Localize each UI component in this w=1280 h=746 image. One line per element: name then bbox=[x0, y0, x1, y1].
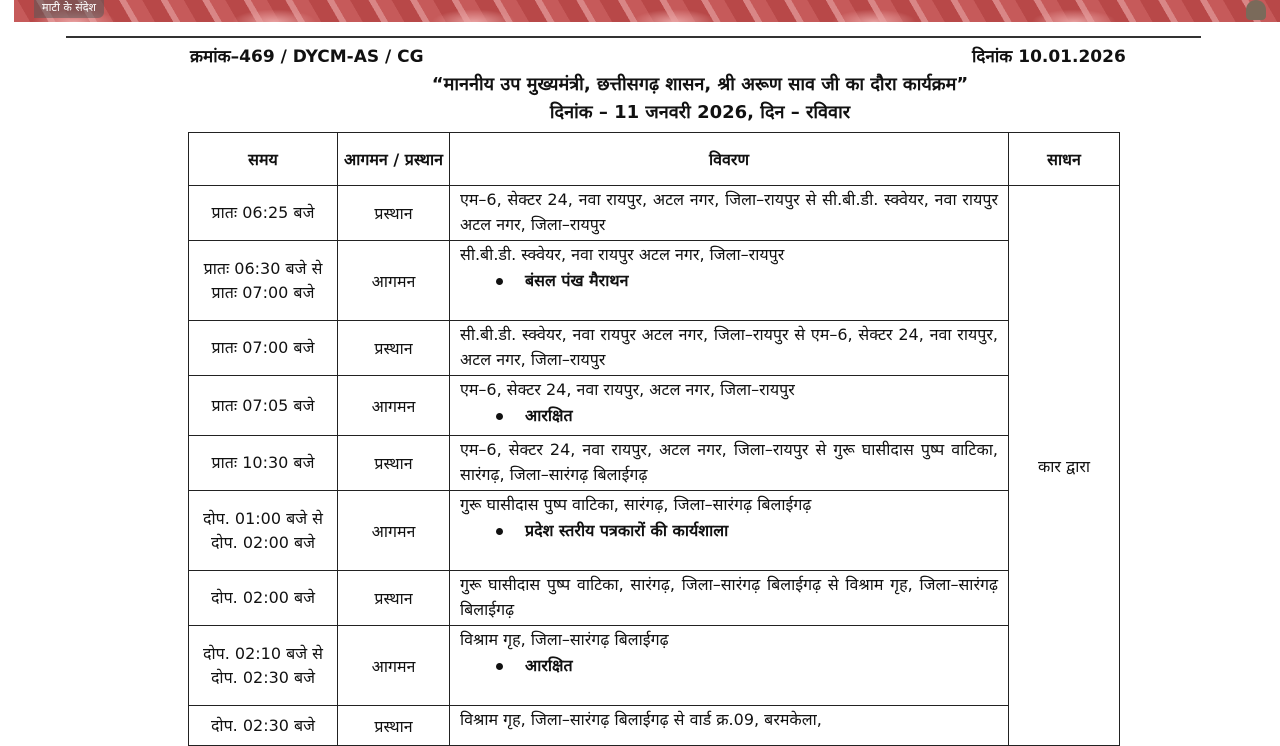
row-time: दोप. 01:00 बजे से दोप. 02:00 बजे bbox=[189, 491, 338, 571]
bullet-icon bbox=[496, 413, 503, 420]
header-rule bbox=[66, 36, 1201, 38]
header-time: समय bbox=[189, 133, 338, 186]
row-details bbox=[450, 491, 1009, 571]
table-row bbox=[189, 571, 1120, 626]
row-time: प्रातः 07:00 बजे bbox=[189, 321, 338, 376]
document-subtitle: दिनांक – 11 जनवरी 2026, दिन – रविवार bbox=[549, 102, 851, 123]
row-time: प्रातः 06:25 बजे bbox=[189, 186, 338, 241]
row-type: प्रस्थान bbox=[338, 186, 450, 241]
banner-caption: माटी के संदेश bbox=[34, 0, 104, 18]
row-type: प्रस्थान bbox=[338, 321, 450, 376]
table-row bbox=[189, 436, 1120, 491]
row-details bbox=[450, 436, 1009, 491]
table-row bbox=[189, 321, 1120, 376]
row-details bbox=[450, 186, 1009, 241]
row-details-text: विश्राम गृह, जिला–सारंगढ़ बिलाईगढ़ bbox=[460, 630, 669, 649]
row-event-label: आरक्षित bbox=[525, 406, 573, 425]
row-time: प्रातः 10:30 बजे bbox=[189, 436, 338, 491]
row-event-label: प्रदेश स्तरीय पत्रकारों की कार्यशाला bbox=[525, 521, 729, 540]
schedule-table bbox=[188, 132, 1120, 746]
row-details bbox=[450, 241, 1009, 321]
row-details bbox=[450, 376, 1009, 436]
row-type: आगमन bbox=[338, 376, 450, 436]
row-event bbox=[460, 652, 998, 680]
row-time: दोप. 02:10 बजे से दोप. 02:30 बजे bbox=[189, 626, 338, 706]
row-details-text: गुरू घासीदास पुष्प वाटिका, सारंगढ़, जिला–सारंगढ़ बिलाईगढ़ bbox=[460, 495, 812, 514]
table-header-row bbox=[189, 133, 1120, 186]
row-details-text: एम–6, सेक्टर 24, नवा रायपुर, अटल नगर, जिला–रायपुर से गुरू घासीदास पुष्प वाटिका, सारंगढ़, जिला–सारंगढ़ बिलाईगढ़ bbox=[460, 440, 998, 484]
row-event bbox=[460, 402, 998, 430]
header-details: विवरण bbox=[450, 133, 1009, 186]
row-details-text: सी.बी.डी. स्क्वेयर, नवा रायपुर अटल नगर, जिला–रायपुर bbox=[460, 245, 785, 264]
row-details-text: गुरू घासीदास पुष्प वाटिका, सारंगढ़, जिला–सारंगढ़ बिलाईगढ़ से विश्राम गृह, जिला–सारंगढ़ बिलाईगढ़ bbox=[460, 575, 998, 619]
header-banner-image bbox=[14, 0, 1280, 22]
row-time: प्रातः 07:05 बजे bbox=[189, 376, 338, 436]
row-details-text: एम–6, सेक्टर 24, नवा रायपुर, अटल नगर, जिला–रायपुर bbox=[460, 380, 795, 399]
header-means: साधन bbox=[1009, 133, 1120, 186]
header-type: आगमन / प्रस्थान bbox=[338, 133, 450, 186]
row-type: प्रस्थान bbox=[338, 436, 450, 491]
row-details-text: विश्राम गृह, जिला–सारंगढ़ बिलाईगढ़ से वार्ड क्र.09, बरमकेला, bbox=[460, 710, 822, 729]
row-event bbox=[460, 517, 998, 545]
table-row bbox=[189, 376, 1120, 436]
row-event bbox=[460, 267, 998, 295]
row-type: आगमन bbox=[338, 626, 450, 706]
row-event-label: बंसल पंख मैराथन bbox=[525, 271, 629, 290]
row-details-text: एम–6, सेक्टर 24, नवा रायपुर, अटल नगर, जिला–रायपुर से सी.बी.डी. स्क्वेयर, नवा रायपुर अटल नगर, जिला–रायपुर bbox=[460, 190, 998, 234]
row-details bbox=[450, 626, 1009, 706]
means-cell: कार द्वारा bbox=[1009, 186, 1120, 746]
document-title: “माननीय उप मुख्यमंत्री, छत्तीसगढ़ शासन, श्री अरूण साव जी का दौरा कार्यक्रम” bbox=[431, 74, 969, 95]
row-type: आगमन bbox=[338, 241, 450, 321]
bullet-icon bbox=[496, 278, 503, 285]
row-time: प्रातः 06:30 बजे से प्रातः 07:00 बजे bbox=[189, 241, 338, 321]
table-row bbox=[189, 706, 1120, 746]
bullet-icon bbox=[496, 663, 503, 670]
bullet-icon bbox=[496, 528, 503, 535]
row-details bbox=[450, 571, 1009, 626]
table-row bbox=[189, 186, 1120, 241]
row-details bbox=[450, 321, 1009, 376]
row-time: दोप. 02:30 बजे bbox=[189, 706, 338, 746]
table-row bbox=[189, 626, 1120, 706]
row-details bbox=[450, 706, 1009, 746]
reference-number: क्रमांक–469 / DYCM-AS / CG bbox=[190, 47, 424, 67]
row-event-label: आरक्षित bbox=[525, 656, 573, 675]
row-type: आगमन bbox=[338, 491, 450, 571]
banner-figure-icon bbox=[1246, 0, 1266, 20]
schedule-body bbox=[189, 186, 1120, 746]
table-row bbox=[189, 241, 1120, 321]
document-date: दिनांक 10.01.2026 bbox=[972, 47, 1126, 67]
row-time: दोप. 02:00 बजे bbox=[189, 571, 338, 626]
row-details-text: सी.बी.डी. स्क्वेयर, नवा रायपुर अटल नगर, जिला–रायपुर से एम–6, सेक्टर 24, नवा रायपुर, अटल नगर, जिला–रायपुर bbox=[460, 325, 998, 369]
row-type: प्रस्थान bbox=[338, 706, 450, 746]
table-row bbox=[189, 491, 1120, 571]
row-type: प्रस्थान bbox=[338, 571, 450, 626]
